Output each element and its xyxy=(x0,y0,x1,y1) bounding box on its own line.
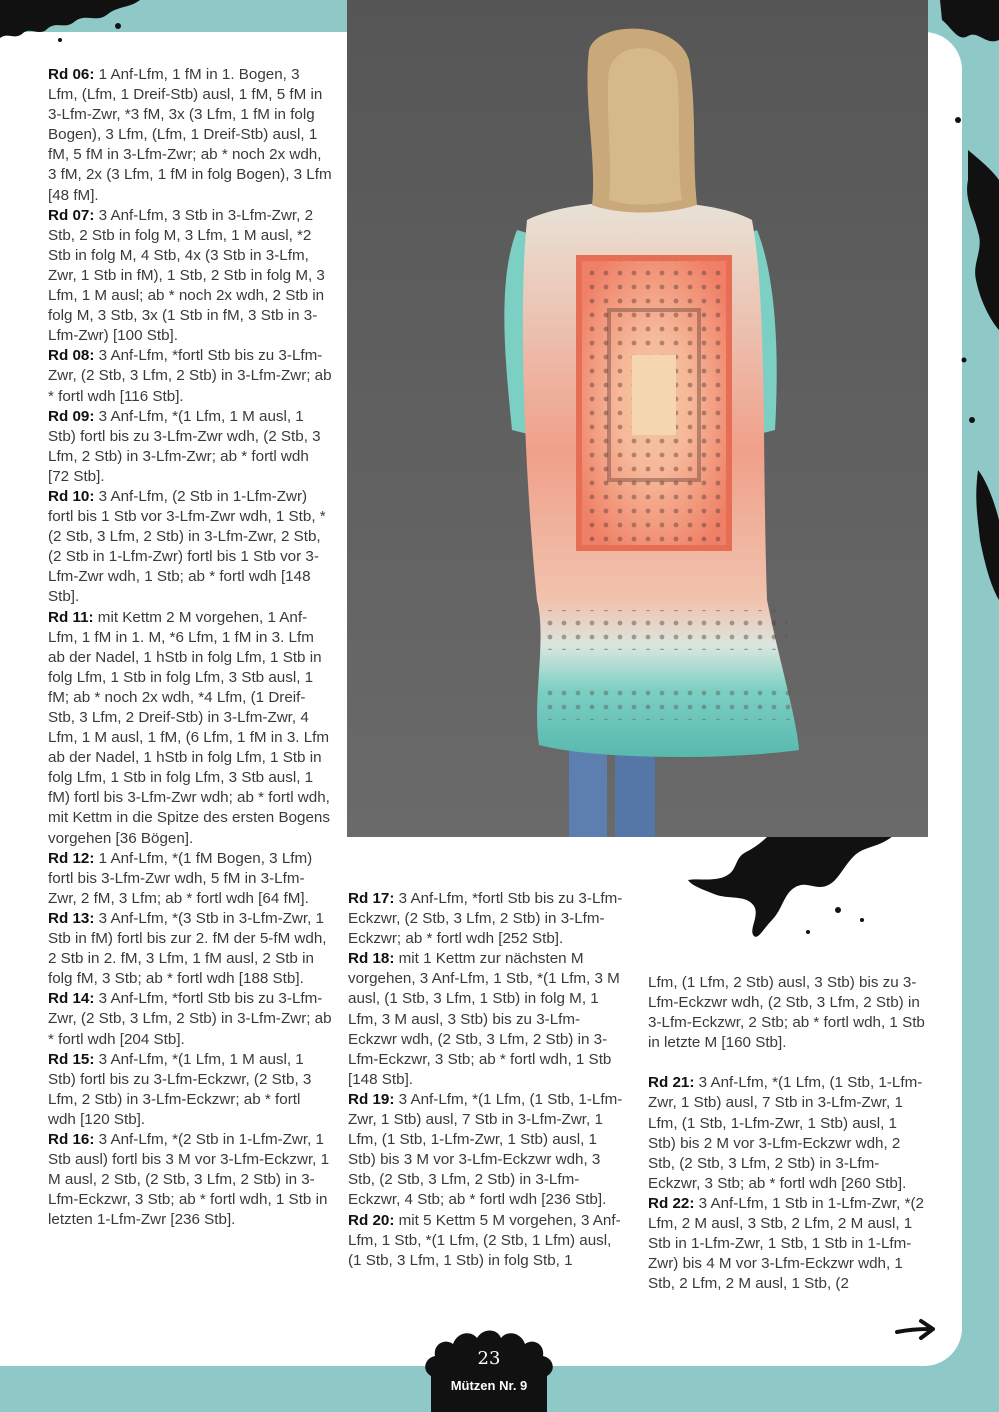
round-label: Rd 13: xyxy=(48,909,95,927)
crochet-cardigan-illustration xyxy=(347,0,928,837)
ink-splatter-right xyxy=(928,0,999,600)
round-instruction xyxy=(48,608,332,849)
scalloped-badge-shape xyxy=(421,1330,557,1412)
round-label: Rd 21: xyxy=(648,1074,695,1092)
round-label: Rd 07: xyxy=(48,206,95,224)
continued-text: Lfm, (1 Lfm, 2 Stb) ausl, 3 Stb) bis zu 3-Lfm-Eckzwr wdh, (2 Stb, 3 Lfm, 2 Stb) in 3-Lfm-Eckzwr, 2 Stb; ab * fortl wdh, 1 Stb in letzte M [160 Stb]. xyxy=(648,974,925,1052)
round-text: 3 Anf-Lfm, *fortl Stb bis zu 3-Lfm-Zwr, (2 Stb, 3 Lfm, 2 Stb) in 3-Lfm-Zwr; ab * fortl wdh [204 Stb]. xyxy=(48,990,332,1048)
round-label: Rd 20: xyxy=(348,1211,395,1229)
round-text: 1 Anf-Lfm, *(1 fM Bogen, 3 Lfm) fortl bis 3-Lfm-Zwr wdh, 5 fM in 3-Lfm-Zwr, 2 fM, 3 Lfm; ab * fortl wdh [64 fM]. xyxy=(48,849,313,907)
page-number: 23 xyxy=(477,1348,501,1369)
round-text: 3 Anf-Lfm, *(1 Lfm, 1 M ausl, 1 Stb) fortl bis zu 3-Lfm-Eckzwr, (2 Stb, 3 Lfm, 2 Stb) in 3-Lfm-Eckzwr; ab * fortl wdh [120 Stb]. xyxy=(48,1050,312,1128)
round-label: Rd 18: xyxy=(348,950,395,968)
ink-splatter-top-left xyxy=(0,0,150,45)
round-label: Rd 10: xyxy=(48,487,95,505)
cardigan-photo xyxy=(347,0,928,837)
round-label: Rd 17: xyxy=(348,890,395,907)
round-instruction xyxy=(348,889,628,949)
round-label: Rd 09: xyxy=(48,407,95,425)
round-text: 3 Anf-Lfm, *(1 Lfm, (1 Stb, 1-Lfm-Zwr, 1 Stb) ausl, 7 Stb in 3-Lfm-Zwr, 1 Lfm, (1 Stb, 1-Lfm-Zwr, 1 Stb) ausl, 1 Stb) bis 3 M vor 3-Lfm-Eckzwr wdh, 3 Stb, (2 Stb, 3 Lfm, 2 Stb) in 3-Lfm-Eckzwr, 4 Stb; ab * fortl wdh [236 Stb]. xyxy=(348,1090,623,1209)
next-page-arrow-icon[interactable] xyxy=(895,1316,937,1344)
round-label: Rd 14: xyxy=(48,990,95,1008)
round-label: Rd 08: xyxy=(48,347,95,365)
round-label: Rd 06: xyxy=(48,66,95,83)
round-text: 3 Anf-Lfm, *(3 Stb in 3-Lfm-Zwr, 1 Stb in fM) fortl bis zur 2. fM der 5-fM wdh, 2 Stb in 2. fM, 3 Lfm, 1 fM ausl, 2 Stb in folg fM, 3 Stb; ab * fortl wdh [188 Stb]. xyxy=(48,909,327,988)
round-label: Rd 16: xyxy=(48,1130,95,1148)
round-text: 3 Anf-Lfm, *(1 Lfm, (1 Stb, 1-Lfm-Zwr, 1 Stb) ausl, 7 Stb in 3-Lfm-Zwr, 1 Lfm, (1 Stb, 1-Lfm-Zwr, 1 Stb) ausl, 1 Stb) bis 2 M vor 3-Lfm-Eckzwr wdh, 2 Stb, (2 Stb, 3 Lfm, 2 Stb) in 3-Lfm-Eckzwr, 3 Stb; ab * fortl wdh [260 Stb]. xyxy=(648,1074,923,1192)
round-label: Rd 22: xyxy=(648,1194,695,1212)
round-text: 3 Anf-Lfm, 3 Stb in 3-Lfm-Zwr, 2 Stb, 2 Stb in folg M, 3 Lfm, 1 M ausl, *2 Stb in folg M, 4 Stb, 4x (3 Stb in 3-Lfm, Zwr, 1 Stb in fM), 1 Stb, 2 Stb in folg M, 3 Lfm, 1 M ausl; ab * noch 2x wdh, 2 Stb in folg M, 3 Stb, 3x (1 Stb in fM, 3 Stb in 3-Lfm-Zwr) [100 Stb]. xyxy=(48,206,325,345)
ink-splatter-middle xyxy=(688,836,893,941)
round-instruction xyxy=(48,989,332,1049)
round-instruction xyxy=(48,1050,332,1130)
instructions-column-left xyxy=(48,65,332,1230)
round-label: Rd 19: xyxy=(348,1090,395,1108)
round-instruction xyxy=(48,407,332,487)
round-instruction xyxy=(648,1073,928,1194)
round-text: mit 1 Kettm zur nächsten M vorgehen, 3 Anf-Lfm, 1 Stb, *(1 Lfm, 3 M ausl, (1 Stb, 3 Lfm, 1 Stb) in folg M, 1 Lfm, 3 M ausl, 3 Stb) bis zu 3-Lfm-Eckzwr wdh, (2 Stb, 3 Lfm, 2 Stb) in 3-Lfm-Eckzwr, 3 Stb; ab * fortl wdh, 1 Stb [148 Stb]. xyxy=(348,950,620,1088)
round-text: mit Kettm 2 M vorgehen, 1 Anf-Lfm, 1 fM in 1. M, *6 Lfm, 1 fM in 3. Lfm ab der Nadel, 1 hStb in folg Lfm, 1 Stb in folg Lfm, 1 Stb in folg Lfm, 3 Stb ausl, 1 fM; ab * noch 2x wdh, *4 Lfm, (1 Dreif-Stb, 3 Lfm, 2 Dreif-Stb) in 3-Lfm-Zwr, 4 Lfm, 1 M ausl, 1 fM, (6 Lfm, 1 fM in 3. Lfm ab der Nadel, 1 hStb in folg Lfm, 1 Stb in folg Lfm, 1 Stb in folg Lfm, 3 Stb ausl, 1 fM) fortl bis 3-Lfm-Zwr wdh; ab * fortl wdh, mit Kettm in die Spitze des ersten Bogens vorgehen [36 Bögen]. xyxy=(48,608,330,847)
round-instruction xyxy=(48,1130,332,1230)
magazine-title: Mützen Nr. 9 xyxy=(450,1378,528,1393)
round-text: 3 Anf-Lfm, (2 Stb in 1-Lfm-Zwr) fortl bis 1 Stb vor 3-Lfm-Zwr wdh, 1 Stb, *(2 Stb, 3 Lfm, 2 Stb) in 3-Lfm-Zwr, 2 Stb, (2 Stb in 1-Lfm-Zwr) fortl bis 1 Stb vor 3-Lfm-Zwr wdh, 1 Stb; ab * fortl wdh [148 Stb]. xyxy=(48,487,326,606)
round-instruction xyxy=(48,206,332,347)
page-number-badge xyxy=(421,1330,557,1412)
round-text: 3 Anf-Lfm, 1 Stb in 1-Lfm-Zwr, *(2 Lfm, 2 M ausl, 3 Stb, 2 Lfm, 2 M ausl, 1 Stb in 1-Lfm-Zwr, 1 Stb, 1 Stb in 1-Lfm-Zwr) bis 4 M vor 3-Lfm-Eckzwr wdh, 1 Stb, 2 Lfm, 2 M ausl, 1 Stb, (2 xyxy=(648,1194,924,1293)
round-instruction xyxy=(48,346,332,406)
instructions-column-right xyxy=(648,973,928,1294)
round-text: 3 Anf-Lfm, *fortl Stb bis zu 3-Lfm-Zwr, (2 Stb, 3 Lfm, 2 Stb) in 3-Lfm-Zwr; ab * fortl wdh [116 Stb]. xyxy=(48,347,332,405)
round-label: Rd 15: xyxy=(48,1050,95,1068)
round-instruction xyxy=(48,487,332,608)
round-text: 1 Anf-Lfm, 1 fM in 1. Bogen, 3 Lfm, (Lfm, 1 Dreif-Stb) ausl, 1 fM, 5 fM in 3-Lfm-Zwr, *3 fM, 3x (3 Lfm, 1 fM in folg Bogen), 3 Lfm, (Lfm, 1 Dreif-Stb) ausl, 1 fM, 5 fM in 3-Lfm-Zwr; ab * noch 2x wdh, 3 fM, 2x (3 Lfm, 1 fM in folg Bogen), 3 Lfm [48 fM]. xyxy=(48,66,332,204)
round-label: Rd 11: xyxy=(48,608,94,626)
round-instruction xyxy=(348,949,628,1090)
round-text: 3 Anf-Lfm, *fortl Stb bis zu 3-Lfm-Eckzwr, (2 Stb, 3 Lfm, 2 Stb) in 3-Lfm-Eckzwr; ab * fortl wdh [252 Stb]. xyxy=(348,890,623,948)
round-text: 3 Anf-Lfm, *(2 Stb in 1-Lfm-Zwr, 1 Stb ausl) fortl bis 3 M vor 3-Lfm-Eckzwr, 1 M ausl, 2 Stb, (2 Stb, 3 Lfm, 2 Stb) in 3-Lfm-Eckzwr, 3 Stb; ab * fortl wdh, 1 Stb in letzten 1-Lfm-Zwr [236 Stb]. xyxy=(48,1130,330,1229)
round-text: 3 Anf-Lfm, *(1 Lfm, 1 M ausl, 1 Stb) fortl bis zu 3-Lfm-Zwr wdh, (2 Stb, 3 Lfm, 2 Stb) in 3-Lfm-Zwr; ab * fortl wdh [72 Stb]. xyxy=(48,407,321,485)
round-instruction xyxy=(48,909,332,989)
round-instruction xyxy=(648,1194,928,1294)
round-instruction xyxy=(48,65,332,206)
round-instruction xyxy=(348,1090,628,1211)
round-label: Rd 12: xyxy=(48,849,95,867)
round-instruction xyxy=(48,849,332,909)
round-instruction xyxy=(348,1211,628,1271)
instructions-column-middle xyxy=(348,889,628,1271)
round-text: mit 5 Kettm 5 M vorgehen, 3 Anf-Lfm, 1 Stb, *(1 Lfm, (2 Stb, 1 Lfm) ausl, (1 Stb, 3 Lfm, 1 Stb) in folg Stb, 1 xyxy=(348,1211,621,1269)
